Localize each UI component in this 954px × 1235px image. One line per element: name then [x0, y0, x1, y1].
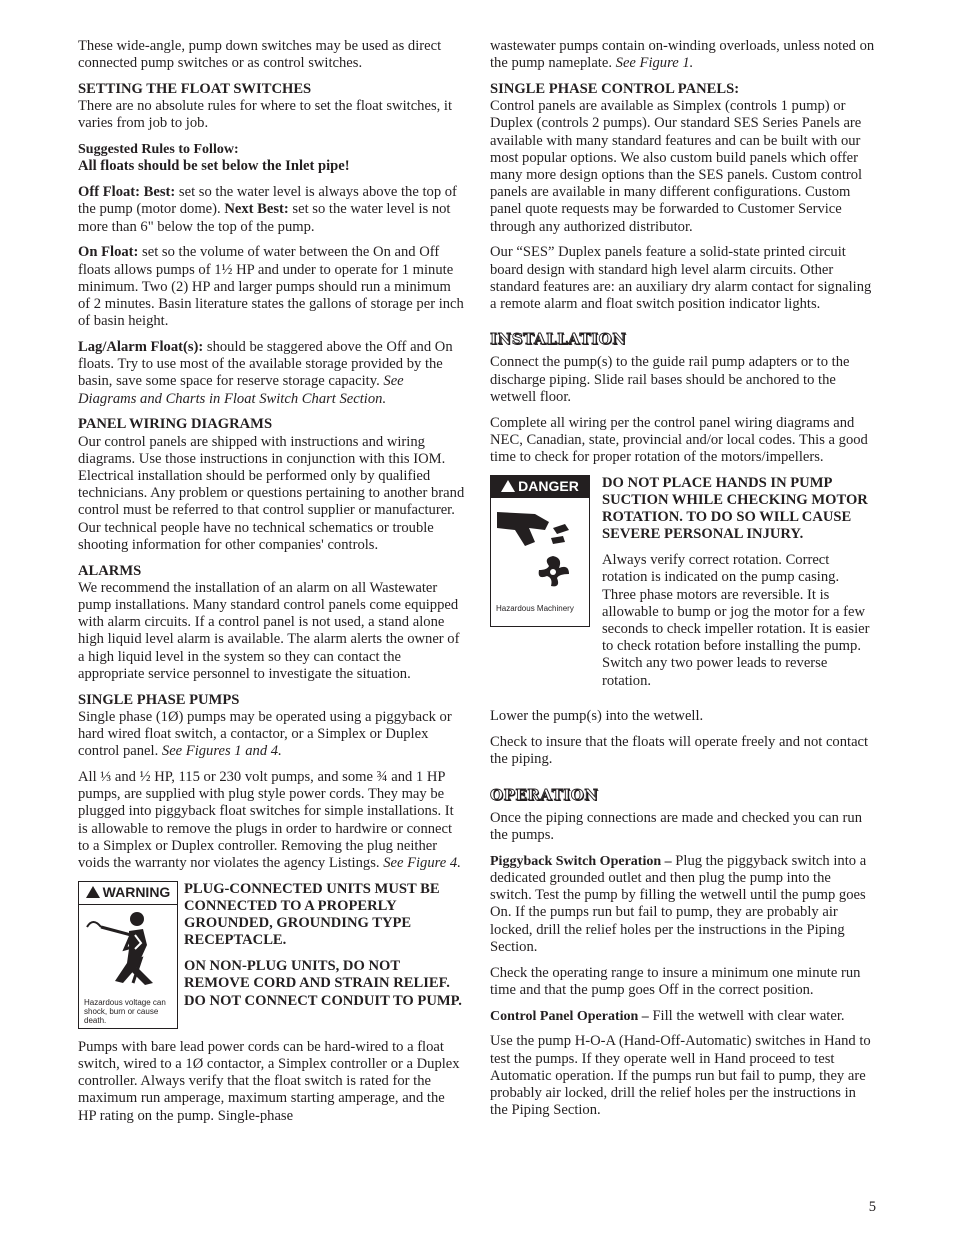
danger-sign	[490, 475, 590, 627]
panels-text: Control panels are available as Simplex (controls 1 pump) or Duplex (controls 2 pumps). Our standard SES Series Panels are available with many standard features and can be built with our most popular options. We also custom build panels which offer many more design options than the SES panels. Custom control panels are available in many different configurations. Custom panel quote requests may be forwarded to Customer Service through any authorized distributor.	[490, 98, 863, 235]
warning-sign	[78, 881, 178, 1029]
wiring-section	[78, 416, 465, 554]
warning-text-2: ON NON-PLUG UNITS, DO NOT REMOVE CORD AND STRAIN RELIEF. DO NOT CONNECT CONDUIT TO PUMP.	[184, 958, 462, 1009]
overload-reference: See Figure 1.	[615, 55, 694, 72]
on-float-paragraph	[78, 244, 465, 330]
wiring-text: Our control panels are shipped with instructions and wiring diagrams. Use those instructions in conjunction with this IOM. Electrical installation should be performed only by qualified technicians. Any problem or questions pertaining to another brand control must be referred to that control supplier or manufacturer. Our technical people have no technical schematics or trouble shooting information for other companies' controls.	[78, 433, 465, 553]
danger-caption: Hazardous Machinery	[496, 603, 574, 613]
rules-subheading: All floats should be set below the Inlet pipe!	[78, 158, 350, 175]
check-floats-paragraph: Check to insure that the floats will operate freely and not contact the piping.	[490, 734, 869, 768]
float-section	[78, 81, 465, 133]
piggyback-text: Plug the piggyback switch into a dedicated grounded outlet and then plug the pump into the switch. Test the pump by filling the wetwell until the pump goes On. If the pumps run but fail to pump, they are probably air locked, drill the relief holes per the instructions in the Piping Section.	[490, 852, 867, 955]
lag-float-text: should be staggered above the Off and On floats. Try to use most of the available storage provided by the basin, save some space for reserve storage capacity.	[78, 339, 453, 390]
danger-header	[491, 476, 589, 498]
danger-triangle-icon	[501, 480, 515, 492]
warning-text-1: PLUG-CONNECTED UNITS MUST BE CONNECTED TO A PROPERLY GROUNDED, GROUNDING TYPE RECEPTACLE.	[184, 880, 440, 949]
range-paragraph: Check the operating range to insure a minimum one minute run time and that the pump goes Off in the correct position.	[490, 964, 861, 998]
danger-text: DO NOT PLACE HANDS IN PUMP SUCTION WHILE CHECKING MOTOR ROTATION. TO DO SO WILL CAUSE SEVERE PERSONAL INJURY.	[602, 474, 868, 543]
off-float-text2: set so the water level is not more than 6" below the top of the pump.	[78, 201, 451, 235]
on-float-text: set so the volume of water between the On and Off floats allows pumps of 1½ HP and under to operate for 1 minute minimum. Two (2) HP and larger pumps should run a minimum of 2 minutes. Basin literature states the gallons of storage per inch of basin height.	[78, 244, 464, 330]
operation-title: OPERATION	[490, 785, 599, 804]
piggyback-label: Piggyback Switch Operation –	[490, 853, 672, 869]
bare-lead-paragraph: Pumps with bare lead power cords can be hard-wired to a float switch, wired to a 1Ø contactor, a Simplex controller or a Duplex controller. Always verify that the float switch is rated for the maximum run amperage, maximum starting amperage, and the HP rating on the pump. Single-phase	[78, 1038, 460, 1124]
alarms-heading: ALARMS	[78, 562, 142, 579]
single-phase-reference: See Figures 1 and 4.	[161, 743, 282, 760]
lag-float-label: Lag/Alarm Float(s):	[78, 339, 204, 356]
on-float-label: On Float:	[78, 244, 139, 261]
rules-section	[78, 141, 465, 175]
control-panel-label: Control Panel Operation –	[490, 1008, 649, 1024]
overload-text: wastewater pumps contain on-winding overloads, unless noted on the pump nameplate.	[490, 38, 875, 72]
right-column	[490, 38, 876, 1128]
single-phase-text: Single phase (1Ø) pumps may be operated using a piggyback or hard wired float switch, a contactor, or a Simplex or Duplex control panel.	[78, 708, 452, 760]
warning-triangle-icon	[86, 886, 100, 898]
hoa-paragraph: Use the pump H-O-A (Hand-Off-Automatic) switches in Hand to test the pumps. If they operate well in Hand proceed to test Automatic operation. If the pumps run but fail to pump, they are probably air locked, drill the relief holes per the instructions in the Piping Section.	[490, 1033, 871, 1119]
hazardous-machinery-icon	[491, 498, 587, 598]
warning-text	[184, 881, 465, 1029]
ses-paragraph: Our “SES” Duplex panels feature a solid-state printed circuit board design with standard high level alarm circuits. Other standard features are: an auxiliary dry alarm contact for signaling a remote alarm and float switch position indicator lights.	[490, 244, 872, 313]
operation-paragraph-1: Once the piping connections are made and checked you can run the pumps.	[490, 809, 862, 844]
warning-label: WARNING	[102, 884, 171, 901]
off-float-paragraph	[78, 184, 465, 236]
page-number: 5	[868, 1199, 876, 1215]
plug-cords-reference: See Figure 4.	[383, 855, 461, 872]
single-phase-section	[78, 692, 465, 761]
alarms-section	[78, 563, 465, 683]
left-column	[78, 38, 465, 1133]
lag-float-paragraph	[78, 339, 465, 408]
electric-shock-icon	[79, 905, 175, 985]
float-text: There are no absolute rules for where to set the float switches, it varies from job to job.	[78, 98, 453, 132]
warning-block	[78, 881, 465, 1029]
plug-cords-paragraph	[78, 769, 465, 872]
alarms-text: We recommend the installation of an alarm on all Wastewater pump installations. Many standard control panels come equipped with alarm circuits. If a control panel is not used, a stand alone high liquid level alarm is available. The alarm alerts the owner of a high liquid level in the system so they can contact the appropriate service personnel to investigate the situation.	[78, 579, 460, 682]
off-float-label: Off Float: Best:	[78, 184, 176, 201]
danger-block	[490, 475, 876, 699]
off-float-text1: set so the water level is always above the top of the pump (motor dome).	[78, 184, 457, 218]
control-panel-paragraph	[490, 1008, 876, 1025]
rotation-paragraph: Always verify correct rotation. Correct rotation is indicated on the pump casing. Three phase motors are reversible. It is allowable to bump or jog the motor for a few seconds to check impeller rotation. It is easier to check rotation before installing the pump. Switch any two power leads to reverse rotation.	[602, 552, 870, 689]
panels-heading: SINGLE PHASE CONTROL PANELS:	[490, 81, 740, 97]
rules-heading: Suggested Rules to Follow:	[78, 142, 239, 158]
plug-cords-text: All ⅓ and ½ HP, 115 or 230 volt pumps, and some ¾ and 1 HP pumps, are supplied with plug style power cords. They may be plugged into piggyback float switches for simple installations. It is allowable to remove the plugs in order to hardwire or connect to a Simplex or Duplex controller. Removing the plug neither voids the warranty nor violates the agency Listings.	[78, 769, 454, 872]
installation-title: INSTALLATION	[490, 330, 627, 349]
install-paragraph-2: Complete all wiring per the control panel wiring diagrams and NEC, Canadian, state, provincial and/or local codes. This a good time to check for proper rotation of the motors/impellers.	[490, 414, 868, 466]
single-phase-heading: SINGLE PHASE PUMPS	[78, 691, 240, 708]
wiring-heading: PANEL WIRING DIAGRAMS	[78, 416, 273, 433]
warning-caption: Hazardous voltage can shock, burn or cause death.	[84, 997, 166, 1025]
danger-text-column	[602, 475, 876, 699]
control-panel-text: Fill the wetwell with clear water.	[648, 1007, 845, 1024]
lower-paragraph: Lower the pump(s) into the wetwell.	[490, 708, 704, 725]
panels-section	[490, 81, 876, 236]
warning-header	[79, 882, 177, 905]
next-best-label: Next Best:	[224, 201, 289, 218]
overload-paragraph	[490, 38, 876, 72]
intro-paragraph: These wide-angle, pump down switches may be used as direct connected pump switches or as control switches.	[78, 38, 442, 72]
danger-label: DANGER	[518, 478, 579, 495]
lag-float-reference: See Diagrams and Charts in Float Switch Chart Section.	[78, 373, 404, 407]
float-heading: SETTING THE FLOAT SWITCHES	[78, 81, 312, 97]
install-paragraph-1: Connect the pump(s) to the guide rail pump adapters or to the discharge piping. Slide rail bases should be anchored to the wetwell floor.	[490, 354, 850, 405]
piggyback-paragraph	[490, 853, 876, 956]
